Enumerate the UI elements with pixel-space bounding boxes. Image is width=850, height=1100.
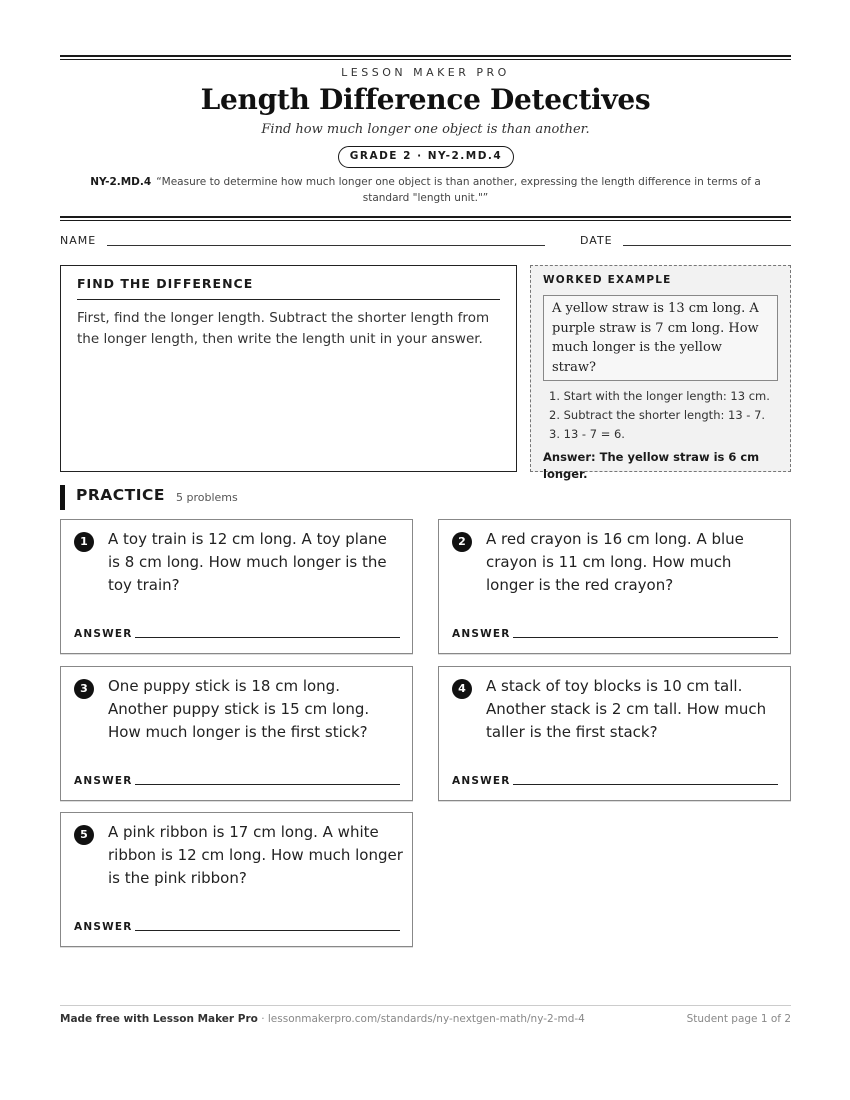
practice-accent-bar <box>60 485 65 510</box>
answer-label: ANSWER <box>74 628 133 640</box>
standard-description <box>80 174 771 206</box>
problem-text: A toy train is 12 cm long. A toy plane is 8 cm long. How much longer is the toy train? <box>108 530 387 594</box>
brand-name: LESSON MAKER PRO <box>341 66 510 79</box>
problem-card <box>438 519 791 654</box>
header-bottom-double-rule <box>60 216 791 221</box>
worked-example-steps <box>543 387 778 444</box>
worked-example-step: 3. 13 - 7 = 6. <box>549 427 625 441</box>
worked-example-title: WORKED EXAMPLE <box>543 274 672 286</box>
name-label: NAME <box>60 234 97 247</box>
problem-text: A stack of toy blocks is 10 cm tall. Another stack is 2 cm tall. How much taller is the first stack? <box>486 677 767 741</box>
footer-divider <box>60 1005 791 1006</box>
page-title: Length Difference Detectives <box>200 83 651 116</box>
footer-page-number: Student page 1 of 2 <box>686 1013 791 1025</box>
problem-text: A pink ribbon is 17 cm long. A white ribbon is 12 cm long. How much longer is the pink ribbon? <box>108 823 403 887</box>
standard-text: “Measure to determine how much longer one object is than another, expressing the length difference in terms of a standard "length unit."” <box>156 176 761 204</box>
problem-number-badge: 4 <box>452 679 472 699</box>
practice-count: 5 problems <box>176 491 238 504</box>
answer-field[interactable] <box>513 637 778 638</box>
worked-example-step: 1. Start with the longer length: 13 cm. <box>549 389 770 403</box>
standard-code: NY-2.MD.4 <box>90 176 152 188</box>
footer-url[interactable]: · lessonmakerpro.com/standards/ny-nextgen-math/ny-2-md-4 <box>257 1013 585 1025</box>
practice-title: PRACTICE <box>76 486 165 504</box>
answer-label: ANSWER <box>452 628 511 640</box>
top-double-rule <box>60 55 791 60</box>
problem-card <box>60 519 413 654</box>
instructions-box <box>60 265 517 472</box>
date-label: DATE <box>580 234 613 247</box>
worked-example-box <box>530 265 791 481</box>
answer-label: ANSWER <box>74 775 133 787</box>
worked-example-answer: Answer: The yellow straw is 6 cm longer. <box>543 450 760 481</box>
answer-field[interactable] <box>135 637 400 638</box>
grade-badge: GRADE 2 · NY-2.MD.4 <box>338 146 514 168</box>
answer-field[interactable] <box>513 784 778 785</box>
footer-made-with: Made free with Lesson Maker Pro <box>60 1013 258 1025</box>
answer-field[interactable] <box>135 784 400 785</box>
problem-number-badge: 2 <box>452 532 472 552</box>
problem-number-badge: 3 <box>74 679 94 699</box>
page-subtitle: Find how much longer one object is than another. <box>261 122 590 137</box>
answer-label: ANSWER <box>74 921 133 933</box>
date-field[interactable] <box>623 245 791 246</box>
worksheet-page <box>60 0 791 1100</box>
problem-number-badge: 5 <box>74 825 94 845</box>
problem-card <box>438 666 791 801</box>
problem-card <box>60 666 413 801</box>
worked-example-step: 2. Subtract the shorter length: 13 - 7. <box>549 408 766 422</box>
problem-card <box>60 812 413 947</box>
name-field[interactable] <box>107 245 545 246</box>
instructions-title: FIND THE DIFFERENCE <box>77 276 500 300</box>
answer-label: ANSWER <box>452 775 511 787</box>
instructions-text: First, find the longer length. Subtract the shorter length from the longer length, then write the length unit in your answer. <box>77 310 490 347</box>
answer-field[interactable] <box>135 930 400 931</box>
footer-credit <box>60 1013 585 1025</box>
problem-text: A red crayon is 16 cm long. A blue crayon is 11 cm long. How much longer is the red crayon? <box>486 530 744 594</box>
problem-number-badge: 1 <box>74 532 94 552</box>
worked-example-question: A yellow straw is 13 cm long. A purple straw is 7 cm long. How much longer is the yellow straw? <box>543 295 778 381</box>
problem-text: One puppy stick is 18 cm long. Another puppy stick is 15 cm long. How much longer is the first stick? <box>108 677 370 741</box>
